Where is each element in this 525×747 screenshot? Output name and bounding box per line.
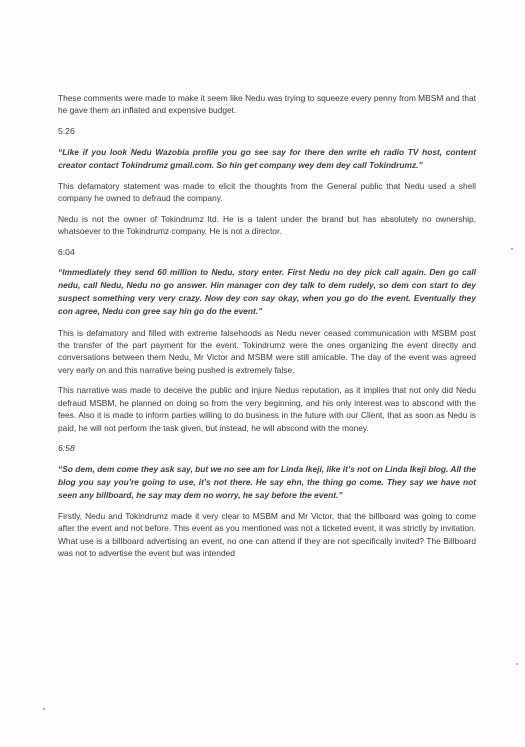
timestamp: 6:58 (58, 443, 75, 454)
scan-speck (511, 248, 513, 250)
timestamp: 5:26 (58, 126, 75, 136)
paragraph: Nedu is not the owner of Tokindrumz ltd. He is a talent under the brand but has absolutely no ownership, whatsoever to the Tokindrumz company. He is not a director. (58, 213, 476, 237)
paragraph: This is defamatory and filled with extreme falsehoods as Nedu never ceased communication with MSBM post the transfer of the part payment for the event. Tokindrumz were the ones organizing the event directly and conversations between them Nedu, Mr Victor and MSBM were still amicable. The day of the event was agreed very early on and this narrative being pushed is extremely false. (58, 327, 476, 375)
scan-speck (516, 663, 518, 665)
document-body (58, 92, 476, 568)
quote: “Immediately they send 60 million to Nedu, story enter. First Nedu no dey pick call again. Den go call nedu, call Nedu, Nedu no go answer. Hin manager con dey talk to dem rudely, so dem con start to dey suspect something very very crazy. Now dey con say okay, when you go do the event. Eventually they con agree, Nedu con gree say hin go do the event.” (58, 267, 476, 317)
paragraph: This narrative was made to deceive the public and injure Nedus reputation, as it implies that not only did Nedu defraud MSBM, he planned on doing so from the very beginning, and his only interest was to abscond with the fees. Also it is made to inform parties willing to do business in the future with our Client, that as soon as Nedu is paid, he will not perform the task given, but instead, he will abscond with the money. (58, 385, 476, 433)
quote: “So dem, dem come they ask say, but we no see am for Linda Ikeji, like it’s not on Linda Ikeji blog. All the blog you say you’re going to use, it’s not there. He say ehn, the thing go come. They say we have not seen any billboard, he say may dem no worry, he say before the event.” (58, 463, 476, 500)
scan-speck (43, 708, 45, 710)
timestamp: 6:04 (58, 246, 75, 257)
paragraph: These comments were made to make it seem like Nedu was trying to squeeze every penny from MBSM and that he gave them an inflated and expensive budget. (58, 93, 476, 116)
paragraph: Firstly, Nedu and Tokindrumz made it very clear to MSBM and Mr Victor, that the billboard was going to come after the event and not before. This event as you mentioned was not a ticketed event, it was strictly by invitation. What use is a billboard advertising an event, no one can attend if they are not specifically invited? The Billboard was not to advertise the event but was intended (58, 510, 476, 559)
quote: “Like if you look Nedu Wazobia profile you go see say for there den write eh radio TV host, content creator contact Tokindrumz gmail.com. So hin get company wey dem dey call Tokindrumz.” (58, 146, 476, 170)
paragraph: This defamatory statement was made to elicit the thoughts from the General public that Nedu used a shell company he owned to defraud the company. (58, 180, 476, 204)
